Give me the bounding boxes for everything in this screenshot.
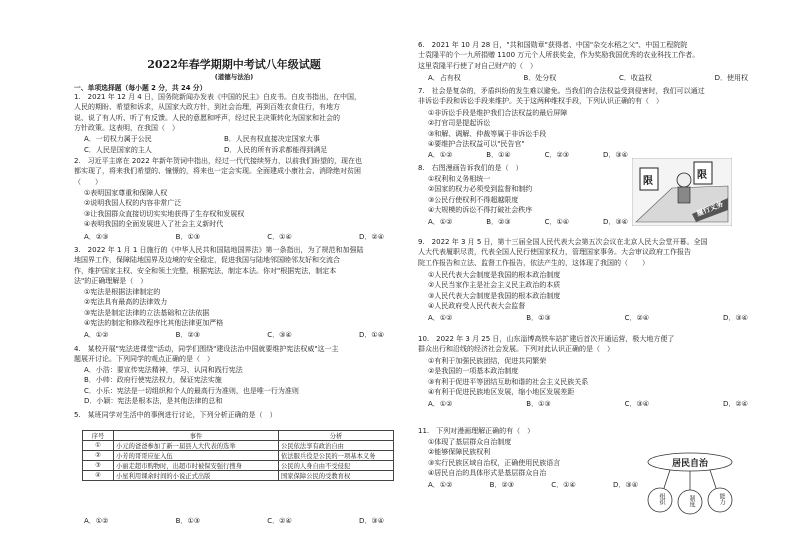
q11-option-b: B．②③ bbox=[489, 481, 514, 489]
q2-items: ①表明国家尊重和保障人权 ②说明我国人权的内容非常广泛 ③让我国群众直接切切实实地获得了生存权和发展权 ④表明我国的全面发展进入了社会主义新时代 bbox=[84, 189, 245, 229]
q5-option-c: C．②④ bbox=[267, 517, 292, 525]
q7-stem: 7. 社会是复杂的，矛盾纠纷的发生难以避免。当我们的合法权益受到侵害时，我们可以通过 非诉讼手段和诉讼手段来维护。关于这两种维权手段，下列认识正确的有（ ） bbox=[418, 87, 705, 106]
q2-option-b: B．①③ bbox=[175, 233, 200, 241]
table-header: 序号 bbox=[83, 431, 114, 441]
q6-stem: 6. 2021 年 10 月 28 日，"共和国勋章"获得者、中国"杂交水稻之父"、中国工程院院 士袁隆平的个一九所捐赠 1100 万元个人所获奖金，作为奖励我国优秀的农业科技工作者。 这里袁隆平行使了对自己财产的（ ） bbox=[418, 41, 700, 70]
q2-option-a: A．②③ bbox=[84, 233, 109, 241]
q11-option-a: A．①② bbox=[428, 481, 453, 489]
q10-items: ①有利于加强民族团结，促进共同繁荣 ②是我国的一项基本政治制度 ③有利于促进平等团结互助和谐的社会主义民族关系 ④有利于促进民族地区发展，缩小地区发展差距 bbox=[428, 357, 589, 397]
table-cell: 国家保障公民的受教育权 bbox=[279, 471, 394, 481]
q3-option-d: D．①④ bbox=[359, 331, 384, 339]
table-cell: 小星利用课余时间的小说正式出版 bbox=[114, 471, 279, 481]
q4-items: A．小浩：要宣传宪法精神，学习、认同和践行宪法 B．小帅：政府行使宪法权力，保证宪法实施 C．小乐：宪法是一切组织和个人的最高行为准则，也是唯一行为准则 D．小颖：宪法是根本法，是其他法律的总和 bbox=[84, 366, 299, 406]
q11-option-d: D．③④ bbox=[613, 481, 638, 489]
q8-option-c: C．①④ bbox=[544, 218, 570, 226]
q3-stem: 3. 2022 年 1 月 1 日施行的《中华人民共和国陆地国界法》第一条指出，为了规范和加强陆 地国界工作，保障陆地国界及边境的安全稳定，促进我国与陆地邻国睦邻友好和交流合 作，维护国家主权、安全和领土完整，根据宪法，制定本法。你对"根据宪法，制定本 法"的正确理解是（ ） bbox=[74, 246, 364, 286]
q8-option-b: B．②③ bbox=[486, 218, 511, 226]
q10-stem: 10. 2022 年 3 月 25 日，山东淄博高铁车站扩建后首次开通运营，极大地方便了 群众出行和沿线的经济社会发展。下列对此认识正确的是（ ） bbox=[418, 335, 675, 354]
autonomy-item-ability: 能力 bbox=[718, 493, 725, 505]
q1-option-d: D．人民的所有诉求都能得到满足 bbox=[224, 146, 328, 154]
cartoon-banner: 履行义务 bbox=[695, 200, 725, 218]
table-header-row bbox=[83, 431, 394, 441]
q4-stem: 4. 某校开展"宪法进课堂"活动，同学们围绕"建设法治中国就要维护宪法权威"这一主 题展开讨论。下列同学的观点正确的是（ ） bbox=[74, 345, 339, 364]
table-cell: 小丽走超市购物时，出超市时被保安强行搜身 bbox=[114, 461, 279, 471]
autonomy-title: 居民自治 bbox=[671, 459, 708, 469]
q2-stem: 2. 习近平主席在 2022 年新年贺词中指出，经过一代代接续努力，以前我们盼望的，现在也 都实现了，将来我们希望的、憧憬的，将来也一定会实现。全面建成小康社会、消除绝对贫困 （ ） bbox=[74, 157, 362, 186]
q10-options bbox=[428, 399, 758, 409]
table-cell: 公民的人身自由不受侵犯 bbox=[279, 461, 394, 471]
q1-option-c: C．人民是国家的主人 bbox=[84, 146, 152, 154]
table-row bbox=[83, 441, 394, 451]
q9-option-a: A．①② bbox=[428, 314, 453, 322]
q11-option-c: C．①④ bbox=[551, 481, 576, 489]
q5-table bbox=[82, 430, 394, 481]
q7-option-d: D．③④ bbox=[603, 151, 628, 159]
table-header: 分析 bbox=[279, 431, 394, 441]
q9-option-d: D．③④ bbox=[723, 314, 748, 322]
q3-items: ①宪法是根据法律制定的 ②宪法具有最高的法律效力 ③宪法是制定法律的立法基础和立法依据 ④宪法的制定和修改程序比其他法律更加严格 bbox=[84, 288, 224, 328]
q5-options bbox=[84, 516, 394, 526]
q11-items: ①体现了基层群众自治制度 ②能够保障民族权利 ③实行民族区域自治权，正确使用民族语言 ④居民自治的具体形式是基层群众自治 bbox=[428, 438, 561, 478]
q11-options bbox=[428, 480, 648, 490]
q3-option-c: C．③④ bbox=[267, 331, 292, 339]
exam-subject: (道德与法治) bbox=[214, 73, 254, 81]
q8-stem: 8. 右图漫画告诉我们的是（ ） bbox=[418, 164, 523, 172]
table-cell: ③ bbox=[83, 461, 114, 471]
q5-stem: 5. 某班同学对生活中的事例进行讨论，下列分析正确的是（ ） bbox=[74, 411, 277, 419]
q7-items: ①非诉讼手段是维护我们合法权益的最后屏障 ②打官司是提起诉讼 ③和解、调解、仲裁等属于非诉讼手段 ④要维护合法权益可以"民告官" bbox=[428, 109, 568, 149]
q10-option-c: C．③④ bbox=[624, 400, 650, 408]
table-cell: ④ bbox=[83, 471, 114, 481]
q3-option-a: A．①② bbox=[84, 331, 109, 339]
table-cell: 小芳的哥哥应征入伍 bbox=[114, 451, 279, 461]
table-cell: ② bbox=[83, 451, 114, 461]
exam-title: 2022年春学期期中考试八年级试题 bbox=[147, 58, 321, 71]
cartoon-sign-right: 限 bbox=[697, 170, 707, 181]
q2-option-d: D．②④ bbox=[359, 233, 384, 241]
table-cell: 依法服兵役是公民的一项基本义务 bbox=[279, 451, 394, 461]
q3-options bbox=[84, 330, 394, 340]
q9-items: ①人民代表大会制度是我国的根本政治制度 ②人民当家作主是社会主义民主政治的本质 ③人民代表大会制度是我国的根本政治制度 ④人民政府受人民代表大会监督 bbox=[428, 271, 561, 311]
q1-stem: 1. 2021 年 12 月 4 日，国务院新闻办发表《中国的民主》白皮书。白皮书指出，在中国， 人民的期盼、希望和诉求，从国家大政方针，到社会治理，再到百姓衣食住行，有地方 说、说了有人听、听了有反馈。人民的意愿和呼声，经过民主决策转化为国家和社会的 方针政策。这表明，在我国（ ） bbox=[74, 93, 361, 133]
cartoon-autonomy-image bbox=[646, 452, 734, 522]
table-row bbox=[83, 471, 394, 481]
q7-options bbox=[428, 150, 638, 160]
table-cell: ① bbox=[83, 441, 114, 451]
q10-option-a: A．①② bbox=[428, 400, 453, 408]
q7-option-a: A．①② bbox=[428, 151, 453, 159]
q9-option-c: C．②④ bbox=[624, 314, 650, 322]
q8-options bbox=[428, 217, 638, 227]
table-row bbox=[83, 451, 394, 461]
q3-option-b: B．②③ bbox=[175, 331, 200, 339]
q9-options bbox=[428, 313, 758, 323]
autonomy-item-organization: 组织 bbox=[658, 493, 665, 505]
q6-option-c: C．收益权 bbox=[619, 74, 652, 82]
table-cell: 公民依法享有政治自由 bbox=[279, 441, 394, 451]
table-row bbox=[83, 461, 394, 471]
q8-items: ①权利和义务相统一 ②国家的权力必须受到监督和制约 ③公民行使权利不得超越限度 ④大规模的诉讼不得打破社会秩序 bbox=[428, 175, 533, 215]
q5-option-b: B．①③ bbox=[175, 517, 200, 525]
cartoon-law-image bbox=[632, 158, 732, 226]
q1-option-b: B．人民有权直接决定国家大事 bbox=[224, 135, 320, 143]
q10-option-b: B．①③ bbox=[526, 400, 551, 408]
q9-stem: 9. 2022 年 3 月 5 日，第十三届全国人民代表大会第五次会议在北京人民大会堂开幕。全国 人大代表履职尽责，代表全国人民行使国家权力，管理国家事务。大会审议政府工作报告 院工作报告和立法、监督工作报告，依法产生的，这体现了我国的（ ） bbox=[418, 238, 708, 267]
q8-option-a: A．①② bbox=[428, 218, 453, 226]
q7-option-b: B．①④ bbox=[486, 151, 511, 159]
q2-options bbox=[84, 232, 394, 242]
q6-option-a: A．占有权 bbox=[428, 74, 461, 82]
cartoon-sign-left: 限 bbox=[643, 176, 653, 187]
q7-option-c: C．②③ bbox=[544, 151, 570, 159]
table-cell: 小元的爸爸参加了新一届县人大代表的选举 bbox=[114, 441, 279, 451]
table-header: 事件 bbox=[114, 431, 279, 441]
q5-option-d: D．③④ bbox=[359, 517, 384, 525]
q8-option-d: D．③④ bbox=[603, 218, 628, 226]
q2-option-c: C．①④ bbox=[267, 233, 292, 241]
cartoon-law-drawing bbox=[632, 158, 732, 226]
q10-option-d: D．②④ bbox=[723, 400, 748, 408]
q9-option-b: B．①③ bbox=[526, 314, 551, 322]
q1-option-a: A．一切权力属于公民 bbox=[84, 135, 152, 143]
autonomy-item-system: 制度 bbox=[688, 495, 695, 507]
q6-option-b: B．处分权 bbox=[523, 74, 557, 82]
q6-options bbox=[428, 73, 758, 83]
q6-option-d: D．使用权 bbox=[714, 74, 748, 82]
q11-stem: 11. 下列对漫画理解正确的有（ ） bbox=[418, 427, 535, 435]
q5-option-a: A．①② bbox=[84, 517, 109, 525]
section-heading: 一、单项选择题（每小题 2 分，共 24 分） bbox=[74, 84, 207, 92]
